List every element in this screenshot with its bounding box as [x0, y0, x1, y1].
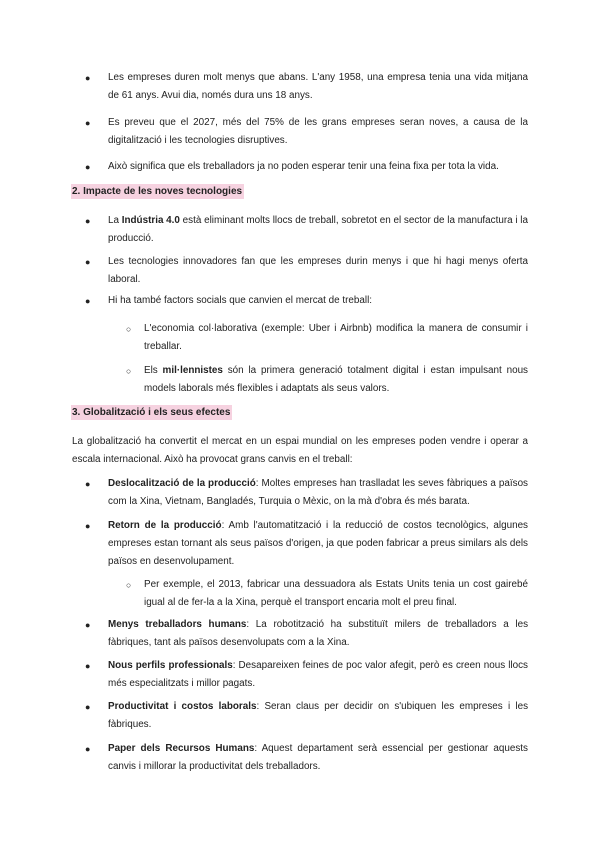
- s3-intro-paragraph: La globalització ha convertit el mercat en un espai mundial on les empreses poden vendre i operar a escala internacional. Això ha provocat grans canvis en el treball:: [72, 436, 528, 465]
- bullet-dot: ●: [85, 521, 91, 531]
- bullet-dot: ●: [85, 216, 91, 226]
- s3-item-recursos-humans: Paper dels Recursos Humans: Aquest departament serà essencial per gestionar aquests canvis i millorar la productivitat dels treballadors.: [108, 743, 528, 772]
- intro-bullet-3: Això significa que els treballadors ja no poden esperar tenir una feina fixa per tota la vida.: [108, 161, 499, 172]
- bullet-circle: ○: [126, 366, 132, 376]
- bullet-dot: ●: [85, 702, 91, 712]
- s2-sub-millennistes: Els mil·lennistes són la primera generació totalment digital i estan impulsant nous models laborals més flexibles i adaptats als seus valors.: [144, 365, 528, 394]
- bullet-dot: ●: [85, 73, 91, 83]
- section-2-heading: 2. Impacte de les noves tecnologies: [72, 186, 243, 197]
- bullet-circle: ○: [126, 324, 132, 334]
- s2-bullet-industria: La Indústria 4.0 està eliminant molts llocs de treball, sobretot en el sector de la manufactura i la producció.: [108, 215, 528, 244]
- bullet-circle: ○: [126, 580, 132, 590]
- section-3-heading: 3. Globalització i els seus efectes: [72, 407, 231, 418]
- s3-sub-exemple: Per exemple, el 2013, fabricar una dessuadora als Estats Units tenia un cost gairebé igual al de fer-la a la Xina, perquè el transport encaria molt el preu final.: [144, 579, 528, 608]
- s3-item-retorn: Retorn de la producció: Amb l'automatització i la reducció de costos tecnològics, algunes empreses estan tornant als seus països d'origen, ja que poden fabricar a preus similars als dels països en desenvolupament.: [108, 520, 528, 567]
- bullet-dot: ●: [85, 479, 91, 489]
- s3-item-deslocalitzacio: Deslocalització de la producció: Moltes empreses han traslladat les seves fàbriques a països com la Xina, Vietnam, Bangladés, Turquia o Mèxic, on la mà d'obra és més barata.: [108, 478, 528, 507]
- bullet-dot: ●: [85, 620, 91, 630]
- s3-item-menys-treballadors: Menys treballadors humans: La robotització ha substituït milers de treballadors a les fàbriques, tant als països desenvolupats com a la Xina.: [108, 619, 529, 648]
- s2-bullet-tecnologies: Les tecnologies innovadores fan que les empreses durin menys i que hi hagi menys oferta laboral.: [108, 256, 528, 285]
- s2-sub-economia: L'economia col·laborativa (exemple: Uber i Airbnb) modifica la manera de consumir i treballar.: [144, 323, 528, 352]
- s3-item-nous-perfils: Nous perfils professionals: Desapareixen feines de poc valor afegit, però es creen nous llocs més especialitzats i millor pagats.: [108, 660, 528, 689]
- bullet-dot: ●: [85, 296, 91, 306]
- s2-bullet-factors: Hi ha també factors socials que canvien el mercat de treball:: [108, 295, 373, 306]
- s3-item-productivitat: Productivitat i costos laborals: Seran claus per decidir on s'ubiquen les empreses i les fàbriques.: [108, 701, 529, 730]
- bullet-dot: ●: [85, 118, 91, 128]
- bullet-dot: ●: [85, 257, 91, 267]
- intro-bullet-1: Les empreses duren molt menys que abans. L'any 1958, una empresa tenia una vida mitjana de 61 anys. Avui dia, només dura uns 18 anys.: [108, 72, 528, 101]
- bullet-dot: ●: [85, 162, 91, 172]
- bullet-dot: ●: [85, 661, 91, 671]
- intro-bullet-2: Es preveu que el 2027, més del 75% de les grans empreses seran noves, a causa de la digitalització i les tecnologies disruptives.: [108, 117, 528, 146]
- bullet-dot: ●: [85, 744, 91, 754]
